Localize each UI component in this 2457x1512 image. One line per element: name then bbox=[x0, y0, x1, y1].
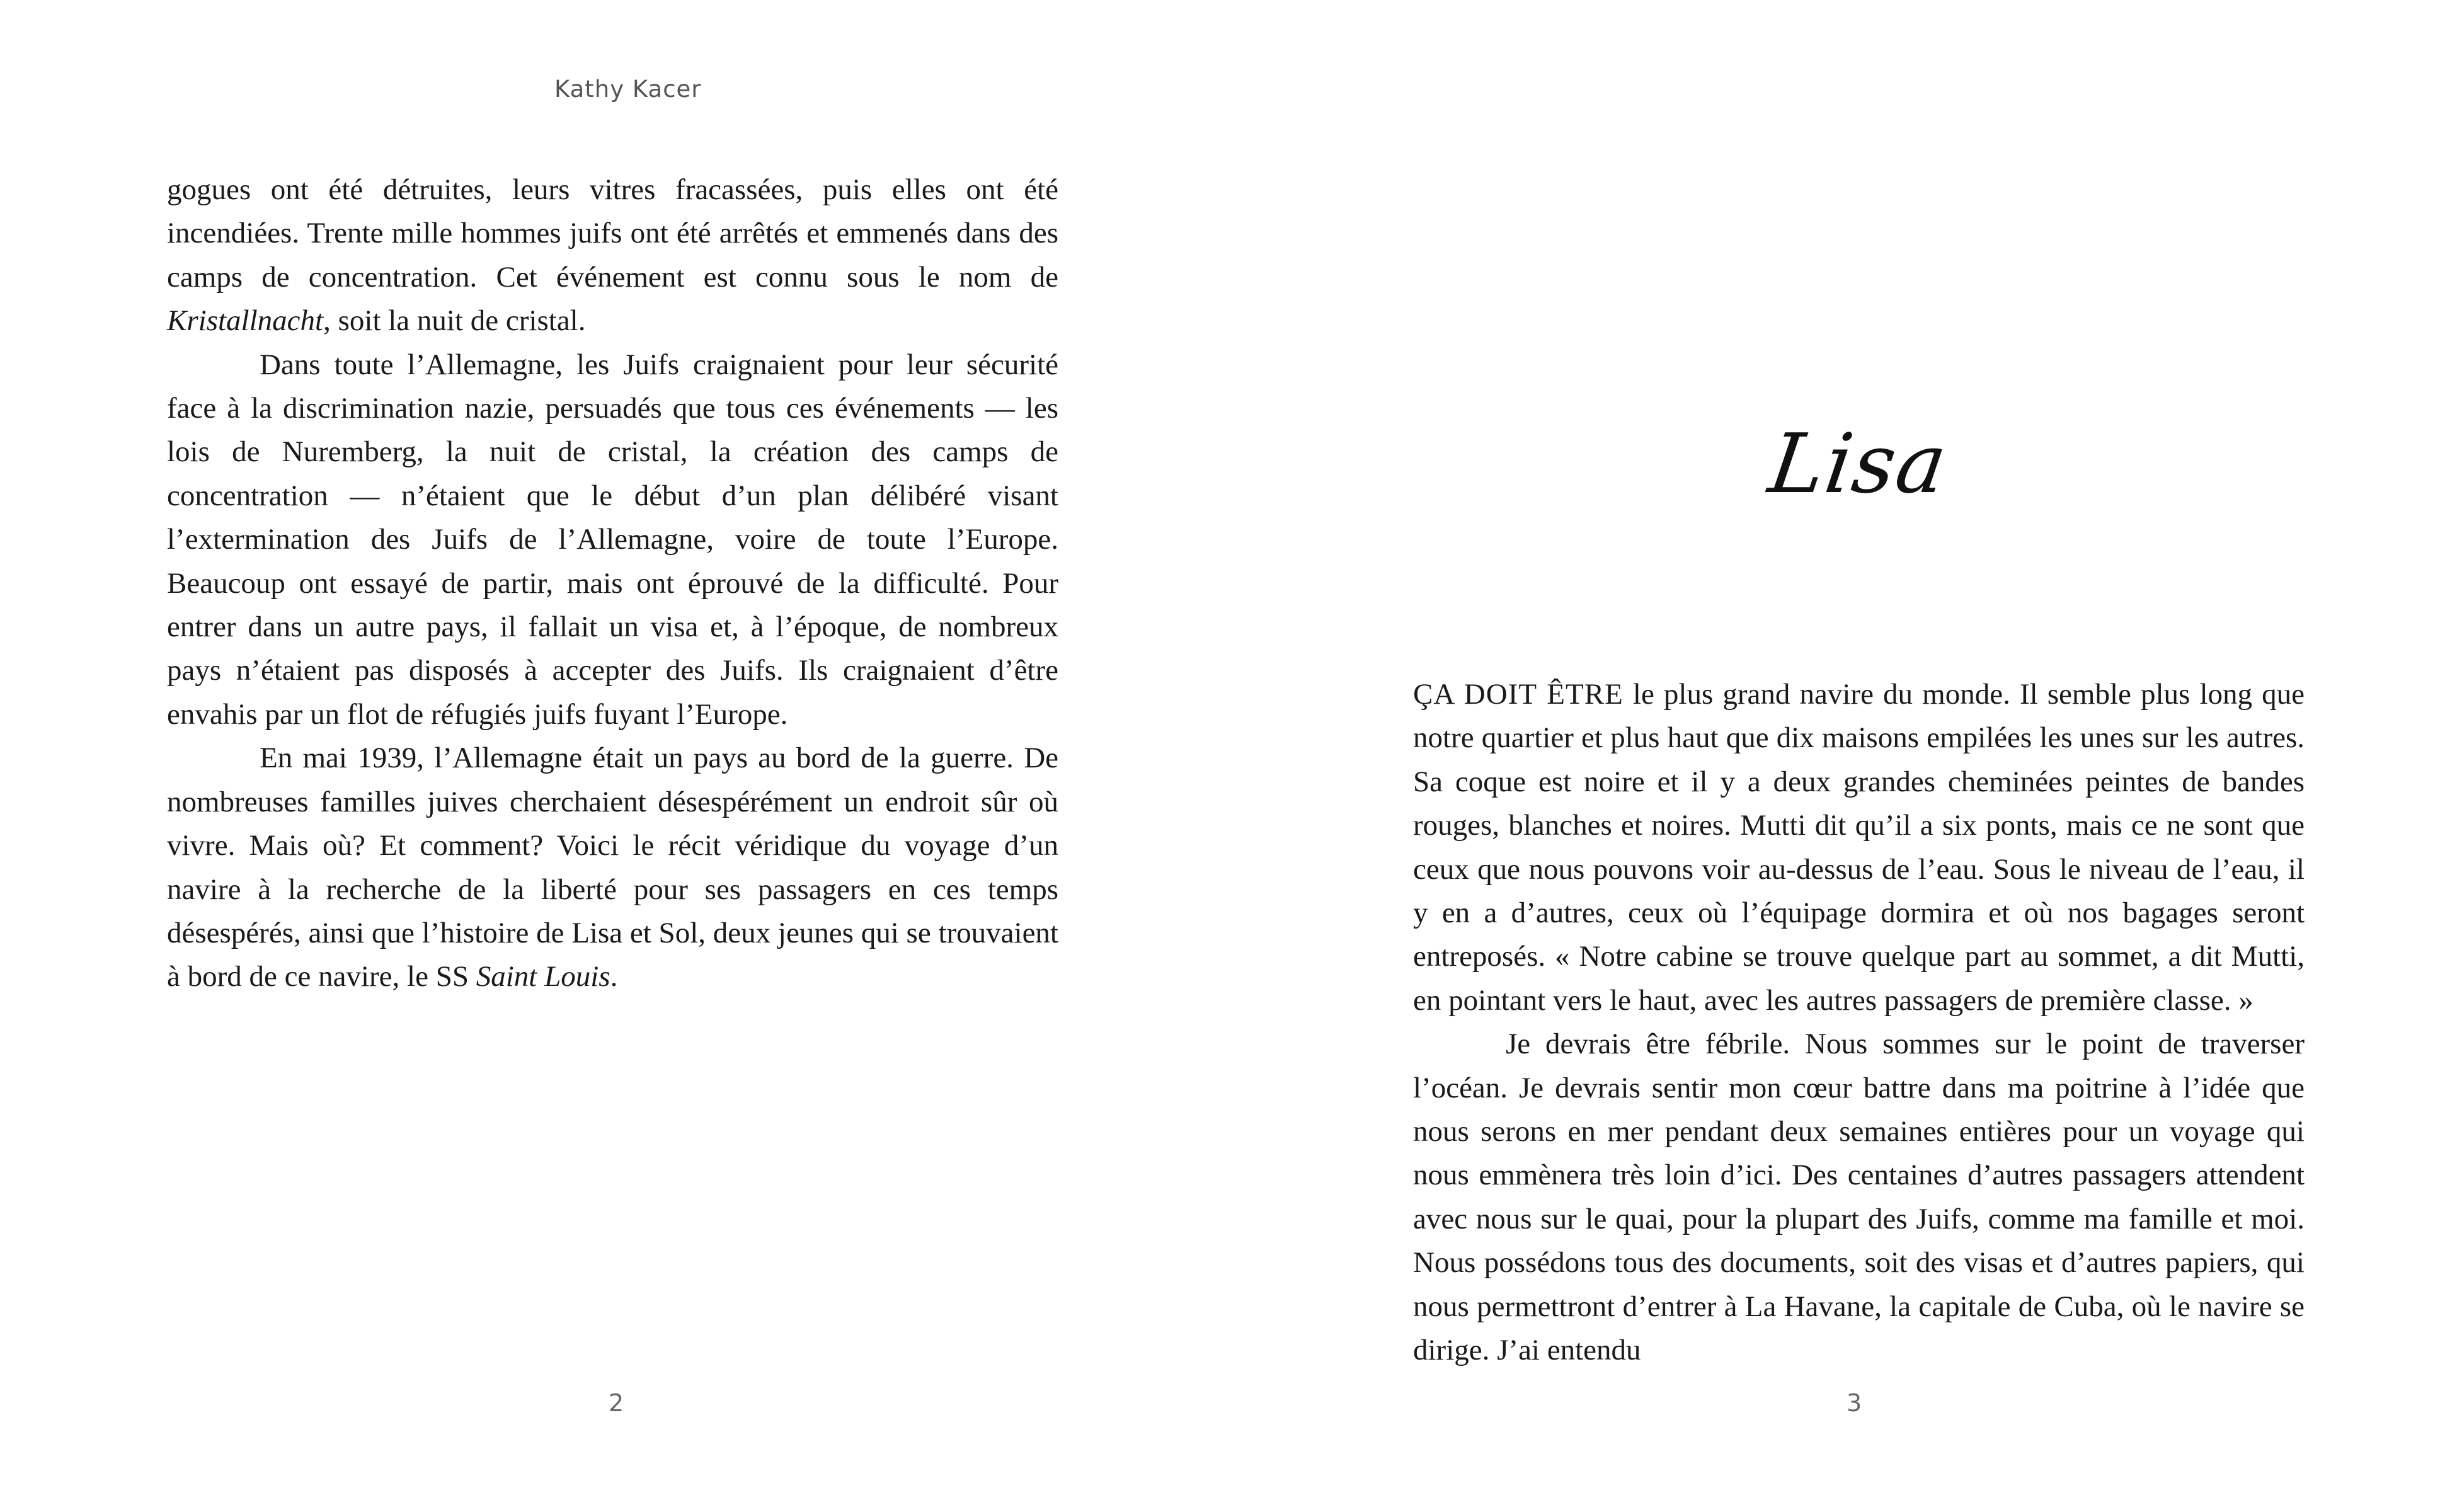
ship-name-italic: Saint Louis bbox=[476, 960, 610, 994]
page-number-right: 3 bbox=[1847, 1389, 1862, 1417]
paragraph-1-part-2: , soit la nuit de cristal. bbox=[323, 304, 586, 338]
running-head-author: Kathy Kacer bbox=[554, 76, 702, 103]
left-page bbox=[0, 0, 1228, 1512]
paragraph-3-part-2: . bbox=[610, 960, 618, 994]
paragraph-3 bbox=[167, 736, 1058, 999]
paragraph-1-part-1: gogues ont été détruites, leurs vitres fracassées, puis elles ont été incendiées. Trente mille hommes juifs ont été arrêtés et emmenés dans des camps de concentration. Cet événement est connu sous le nom de bbox=[167, 173, 1058, 294]
paragraph-1 bbox=[167, 168, 1058, 343]
right-page-body bbox=[1413, 673, 2305, 1373]
page-number-left: 2 bbox=[609, 1389, 624, 1417]
chapter-title-text: Lisa bbox=[1763, 416, 1954, 512]
chapter-paragraph-1-text: le plus grand navire du monde. Il semble plus long que notre quartier et plus haut que dix maisons empilées les unes sur les autres. Sa coque est noire et il y a deux grandes cheminées peintes de bandes rouges, blanches et noires. Mutti dit qu’il a six ponts, mais ce ne sont que ceux que nous pouvons voir au-dessus de l’eau. Sous le niveau de l’eau, il y en a d’autres, ceux où l’équipage dormira et où nos bagages seront entreposés. « Notre cabine se trouve quelque part au sommet, a dit Mutti, en pointant vers le haut, avec les autres passagers de première classe. » bbox=[1413, 678, 2305, 1017]
chapter-paragraph-2: Je devrais être fébrile. Nous sommes sur le point de traverser l’océan. Je devrais sentir mon cœur battre dans ma poitrine à l’idée que nous serons en mer pendant deux semaines entières pour un voyage qui nous emmènera très loin d’ici. Des centaines d’autres passagers attendent avec nous sur le quai, pour la plupart des Juifs, comme ma famille et moi. Nous possédons tous des documents, soit des visas et d’autres papiers, qui nous permettront d’entrer à La Havane, la capitale de Cuba, où le navire se dirige. J’ai entendu bbox=[1413, 1028, 2305, 1367]
right-page bbox=[1228, 0, 2457, 1512]
left-page-body bbox=[167, 168, 1058, 999]
chapter-opening-caps: ÇA DOIT ÊTRE bbox=[1413, 678, 1624, 711]
chapter-paragraph-1 bbox=[1413, 673, 2305, 1022]
paragraph-2: Dans toute l’Allemagne, les Juifs craignaient pour leur sécurité face à la discrimination nazie, persuadés que tous ces événements — les lois de Nuremberg, la nuit de cristal, la création des camps de concentration — n’étaient que le début d’un plan délibéré visant l’extermination des Juifs de l’Allemagne, voire de toute l’Europe. Beaucoup ont essayé de partir, mais ont éprouvé de la difficulté. Pour entrer dans un autre pays, il fallait un visa et, à l’époque, de nombreux pays n’étaient pas disposés à accepter des Juifs. Ils craignaient d’être envahis par un flot de réfugiés juifs fuyant l’Europe. bbox=[167, 348, 1058, 731]
paragraph-1-italic-term: Kristallnacht bbox=[167, 304, 324, 338]
paragraph-3-part-1: En mai 1939, l’Allemagne était un pays au bord de la guerre. De nombreuses familles juives cherchaient désespérément un endroit sûr où vivre. Mais où? Et comment? Voici le récit véridique du voyage d’un navire à la recherche de la liberté pour ses passagers en ces temps désespérés, ainsi que l’histoire de Lisa et Sol, deux jeunes qui se trouvaient à bord de ce navire, le SS bbox=[167, 742, 1058, 994]
chapter-title bbox=[1228, 416, 2457, 512]
